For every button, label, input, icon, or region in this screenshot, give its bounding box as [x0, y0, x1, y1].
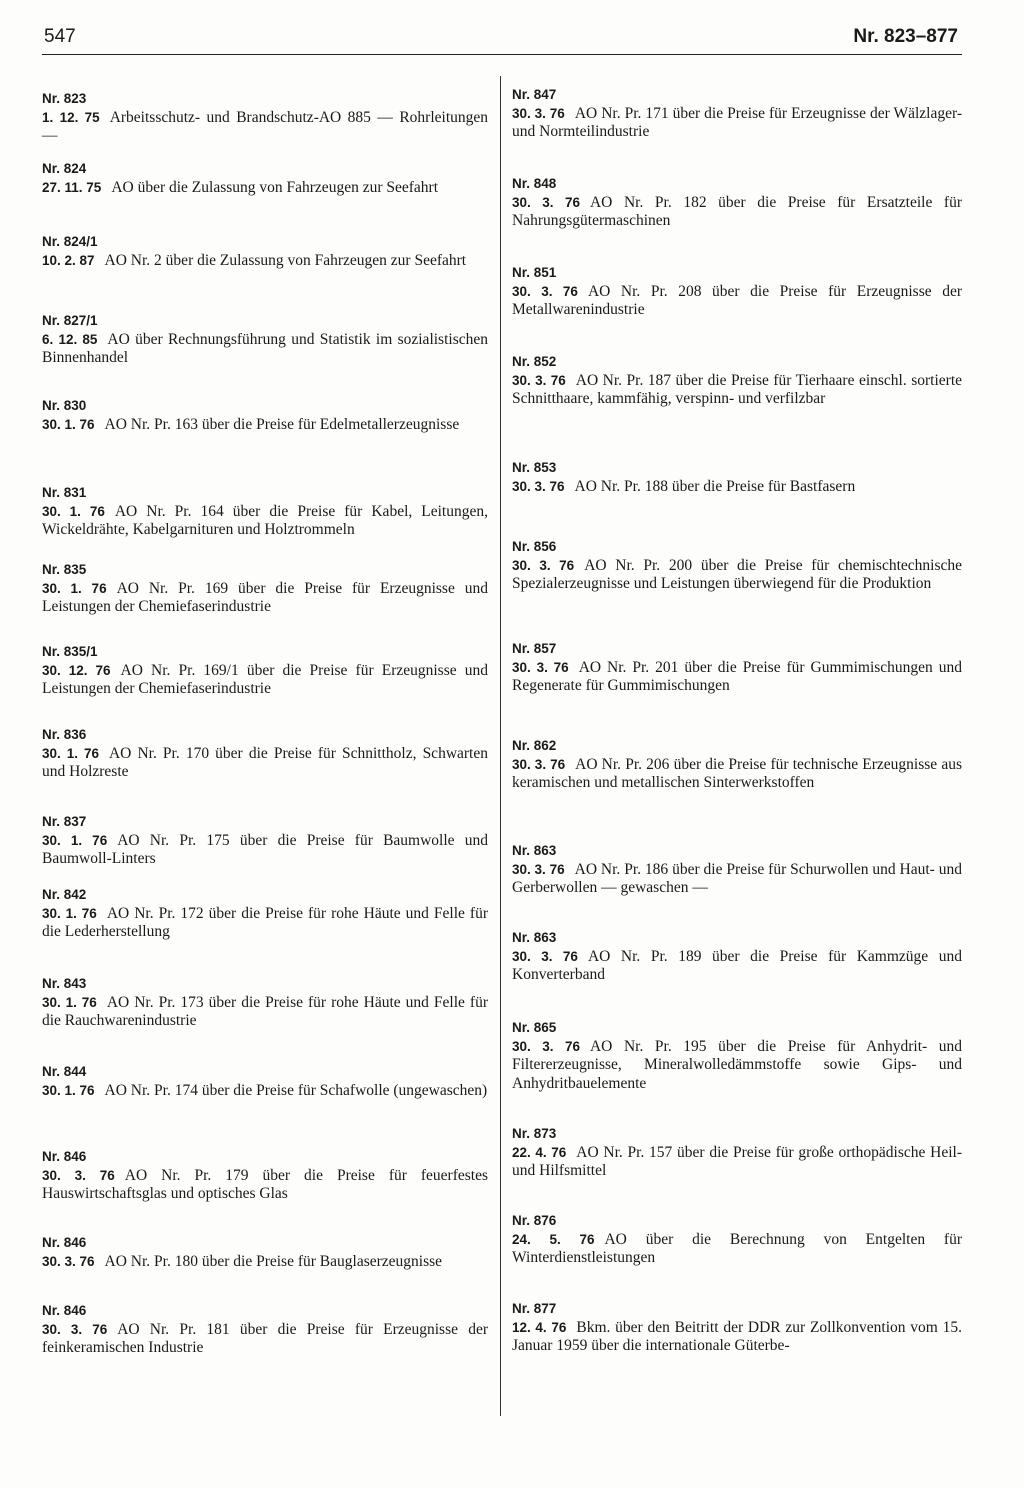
entry-number: Nr. 824	[42, 161, 87, 176]
entry-text: AO Nr. Pr. 170 über die Preise für Schnittholz, Schwarten und Holzreste	[42, 744, 488, 780]
entry-date: 30. 1. 76	[42, 1082, 95, 1098]
entry-text: AO Nr. Pr. 172 über die Preise für rohe Häute und Felle für die Lederherstellung	[42, 904, 488, 940]
entry-date: 30. 3. 76	[512, 557, 575, 573]
entry	[42, 90, 488, 146]
entry-number: Nr. 846	[42, 1235, 87, 1250]
entry	[512, 175, 962, 231]
entry-date: 30. 1. 76	[42, 832, 108, 848]
entry-number: Nr. 863	[512, 843, 557, 858]
entry-number: Nr. 852	[512, 354, 557, 369]
entry-text: AO Nr. Pr. 186 über die Preise für Schurwollen und Haut- und Gerberwollen — gewaschen —	[512, 860, 963, 896]
entry-date: 1. 12. 75	[42, 109, 100, 125]
column-divider	[500, 76, 501, 1416]
entry-number: Nr. 823	[42, 91, 87, 106]
entry-date: 30. 3. 76	[512, 283, 578, 299]
entry-date: 30. 3. 76	[42, 1167, 115, 1183]
entry-text: AO über Rechnungsführung und Statistik im sozialistischen Binnenhandel	[42, 330, 488, 366]
entry-text: AO Nr. Pr. 206 über die Preise für technische Erzeugnisse aus keramischen und metallischen Sinterwerkstoffen	[512, 755, 962, 791]
entry-text: AO Nr. Pr. 201 über die Preise für Gummimischungen und Regenerate für Gummimischungen	[512, 658, 963, 694]
entry-date: 22. 4. 76	[512, 1144, 567, 1160]
entry	[512, 538, 962, 594]
entry-date: 30. 1. 76	[42, 580, 107, 596]
entry-text: AO Nr. Pr. 164 über die Preise für Kabel, Leitungen, Wickeldrähte, Kabelgarnituren und Holztrommeln	[42, 502, 488, 538]
entry-number: Nr. 863	[512, 930, 557, 945]
entry-text: AO Nr. Pr. 173 über die Preise für rohe Häute und Felle für die Rauchwarenindustrie	[42, 993, 488, 1029]
entry	[42, 561, 488, 617]
entry-text: Bkm. über den Beitritt der DDR zur Zollkonvention vom 15. Januar 1959 über die internationale Güterbe-	[512, 1318, 963, 1354]
entry-date: 12. 4. 76	[512, 1319, 567, 1335]
entry-date: 30. 3. 76	[512, 1038, 580, 1054]
entry-text: AO Nr. Pr. 182 über die Preise für Ersatzteile für Nahrungsgütermaschinen	[512, 193, 963, 229]
entry	[512, 929, 962, 985]
entry-date: 30. 3. 76	[42, 1321, 108, 1337]
entry-text: AO Nr. Pr. 157 über die Preise für große orthopädische Heil- und Hilfsmittel	[512, 1143, 962, 1179]
entry-date: 30. 1. 76	[42, 503, 105, 519]
entry-date: 30. 3. 76	[512, 756, 566, 772]
entry	[42, 233, 488, 270]
entry-text: AO Nr. 2 über die Zulassung von Fahrzeugen zur Seefahrt	[104, 251, 467, 269]
entry	[42, 886, 488, 942]
entry	[512, 86, 962, 142]
entry-number: Nr. 876	[512, 1213, 557, 1228]
entry-number: Nr. 846	[42, 1303, 87, 1318]
entry-date: 30. 1. 76	[42, 745, 99, 761]
entry	[512, 640, 962, 696]
entry-number: Nr. 824/1	[42, 234, 98, 249]
entry-date: 30. 3. 76	[512, 372, 566, 388]
entry	[512, 1212, 962, 1268]
entry-number: Nr. 844	[42, 1064, 87, 1079]
entry-date: 30. 1. 76	[42, 994, 97, 1010]
entry-text: AO über die Zulassung von Fahrzeugen zur Seefahrt	[111, 178, 439, 196]
entry-number: Nr. 853	[512, 460, 557, 475]
entry	[512, 1125, 962, 1181]
entry-text: AO Nr. Pr. 208 über die Preise für Erzeugnisse der Metallwarenindustrie	[512, 282, 962, 318]
entry-number: Nr. 862	[512, 738, 557, 753]
entry-number: Nr. 835/1	[42, 644, 98, 659]
entry-range: Nr. 823–877	[853, 26, 958, 47]
entry-number: Nr. 836	[42, 727, 87, 742]
entry-text: AO Nr. Pr. 187 über die Preise für Tierhaare einschl. sortierte Schnitthaare, kammfähig, verspinn- und verfilzbar	[512, 371, 962, 407]
entry	[42, 1234, 488, 1271]
entry-number: Nr. 865	[512, 1020, 557, 1035]
entry-date: 10. 2. 87	[42, 252, 95, 268]
entry-number: Nr. 847	[512, 87, 557, 102]
entry-text: AO Nr. Pr. 174 über die Preise für Schafwolle (ungewaschen)	[104, 1081, 488, 1099]
entry-text: AO Nr. Pr. 169 über die Preise für Erzeugnisse und Leistungen der Chemiefaserindustrie	[42, 579, 488, 615]
entry-date: 24. 5. 76	[512, 1231, 595, 1247]
entry-text: AO Nr. Pr. 195 über die Preise für Anhydrit- und Filtererzeugnisse, Mineralwolledämmstoffe sowie Gips- und Anhydritbauelemente	[512, 1037, 962, 1092]
entry-number: Nr. 837	[42, 814, 87, 829]
entry-date: 30. 3. 76	[512, 478, 565, 494]
entry-date: 30. 3. 76	[512, 948, 578, 964]
entry-date: 27. 11. 75	[42, 179, 102, 195]
page-number: 547	[44, 26, 76, 47]
entry-number: Nr. 877	[512, 1301, 557, 1316]
entry-text: AO Nr. Pr. 189 über die Preise für Kammzüge und Konverterband	[512, 947, 962, 983]
entry-text: AO Nr. Pr. 171 über die Preise für Erzeugnisse der Wälzlager- und Normteilindustrie	[512, 104, 963, 140]
entry-text: AO Nr. Pr. 175 über die Preise für Baumwolle und Baumwoll-Linters	[42, 831, 488, 867]
entry	[512, 842, 962, 898]
entry	[512, 1300, 962, 1356]
entry-text: AO Nr. Pr. 200 über die Preise für chemischtechnische Spezialerzeugnisse und Leistungen überwiegend für die Produktion	[512, 556, 962, 592]
header-rule	[42, 54, 962, 55]
entry-number: Nr. 842	[42, 887, 87, 902]
entry	[42, 312, 488, 368]
entry-number: Nr. 873	[512, 1126, 557, 1141]
entry-text: AO Nr. Pr. 163 über die Preise für Edelmetallerzeugnisse	[104, 415, 460, 433]
entry	[42, 975, 488, 1031]
entry-date: 30. 3. 76	[512, 105, 565, 121]
entry-number: Nr. 848	[512, 176, 557, 191]
entry-date: 30. 3. 76	[42, 1253, 95, 1269]
entry	[512, 353, 962, 409]
entry	[42, 160, 488, 197]
entry	[42, 726, 488, 782]
entry-text: AO Nr. Pr. 169/1 über die Preise für Erzeugnisse und Leistungen der Chemiefaserindustrie	[42, 661, 488, 697]
entry-text: AO Nr. Pr. 181 über die Preise für Erzeugnisse der feinkeramischen Industrie	[42, 1320, 488, 1356]
entry-number: Nr. 857	[512, 641, 557, 656]
entry	[42, 397, 488, 434]
entry-number: Nr. 846	[42, 1149, 87, 1164]
entry	[512, 459, 962, 496]
entry-number: Nr. 827/1	[42, 313, 98, 328]
entry-number: Nr. 856	[512, 539, 557, 554]
entry	[42, 484, 488, 540]
entry	[42, 643, 488, 699]
entry-text: AO Nr. Pr. 179 über die Preise für feuerfestes Hauswirtschaftsglas und optisches Glas	[42, 1166, 488, 1202]
entry-number: Nr. 843	[42, 976, 87, 991]
entry-date: 30. 3. 76	[512, 659, 569, 675]
entry-number: Nr. 831	[42, 485, 87, 500]
entry-date: 30. 1. 76	[42, 416, 95, 432]
entry	[42, 813, 488, 869]
entry	[42, 1148, 488, 1204]
entry-date: 30. 12. 76	[42, 662, 111, 678]
entry-text: AO über die Berechnung von Entgelten für Winterdienstleistungen	[512, 1230, 962, 1266]
entry-date: 30. 3. 76	[512, 861, 565, 877]
entry-text: AO Nr. Pr. 188 über die Preise für Bastfasern	[574, 477, 856, 495]
entry-text: Arbeitsschutz- und Brandschutz-AO 885 — Rohrleitungen —	[42, 108, 489, 144]
entry-number: Nr. 851	[512, 265, 557, 280]
entry-number: Nr. 835	[42, 562, 87, 577]
entry-date: 6. 12. 85	[42, 331, 98, 347]
entry-date: 30. 1. 76	[42, 905, 97, 921]
entry	[512, 264, 962, 320]
entry	[42, 1302, 488, 1358]
entry-text: AO Nr. Pr. 180 über die Preise für Bauglaserzeugnisse	[104, 1252, 443, 1270]
entry-number: Nr. 830	[42, 398, 87, 413]
entry-date: 30. 3. 76	[512, 194, 580, 210]
entry	[512, 1019, 962, 1093]
entry	[512, 737, 962, 793]
entry	[42, 1063, 488, 1100]
